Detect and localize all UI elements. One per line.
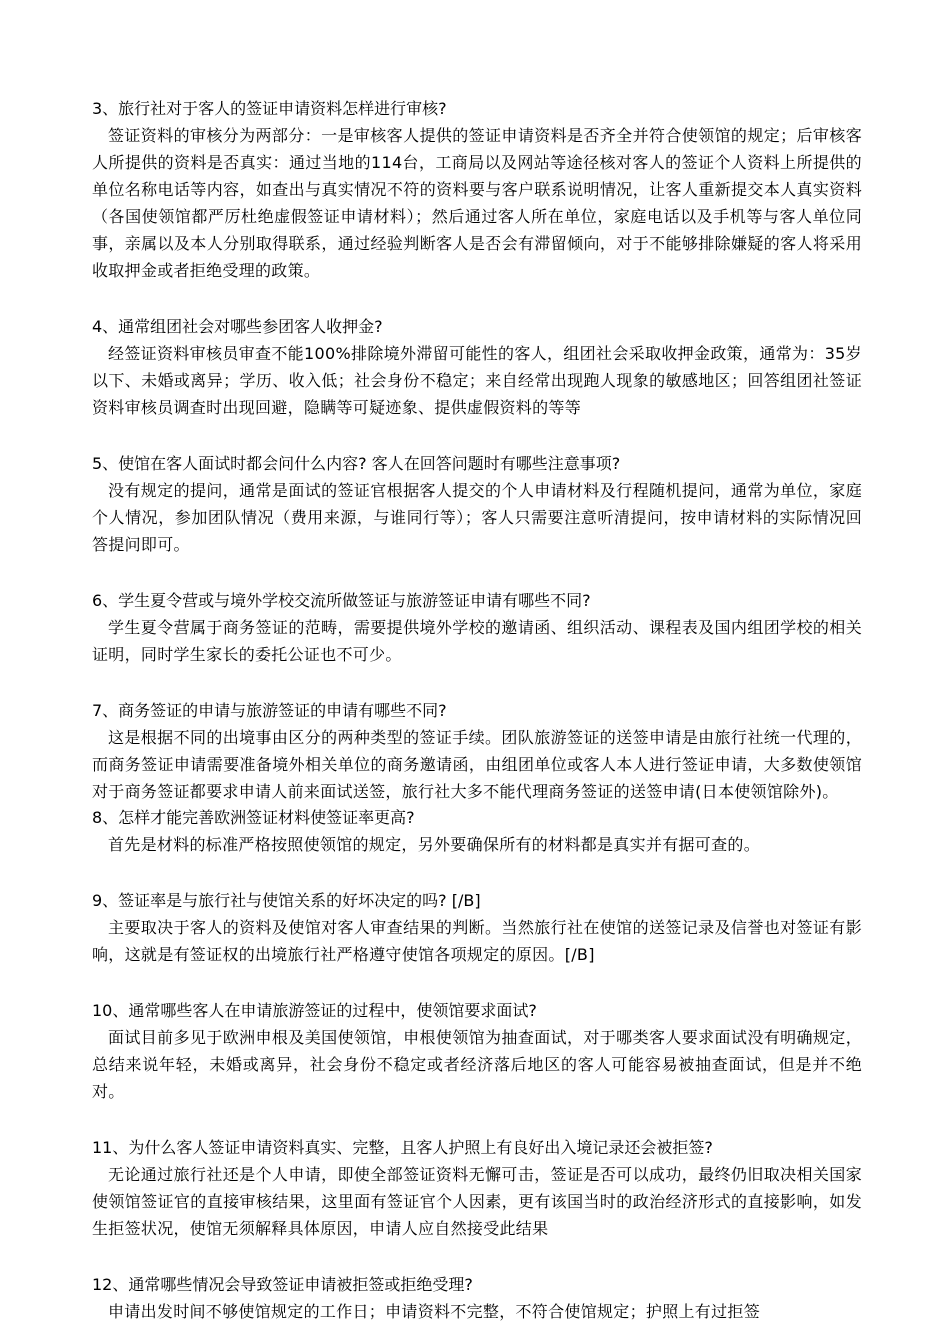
question-11: 11、为什么客人签证申请资料真实、完整，且客人护照上有良好出入境记录还会被拒签? — [92, 1138, 713, 1157]
spacer — [92, 668, 862, 698]
question-10: 10、通常哪些客人在申请旅游签证的过程中，使领馆要求面试? — [92, 1001, 537, 1020]
qa-item-8 — [92, 805, 862, 858]
question-9: 9、签证率是与旅行社与使馆关系的好坏决定的吗? [/B] — [92, 891, 481, 910]
qa-item-7 — [92, 698, 862, 805]
spacer — [92, 284, 862, 314]
qa-item-11 — [92, 1135, 862, 1242]
qa-item-3 — [92, 96, 862, 284]
answer-8: 首先是材料的标准严格按照使领馆的规定，另外要确保所有的材料都是真实并有据可查的。 — [108, 835, 761, 854]
answer-11: 无论通过旅行社还是个人申请，即使全部签证资料无懈可击，签证是否可以成功，最终仍旧取决相关国家使领馆签证官的直接审核结果，这里面有签证官个人因素，更有该国当时的政治经济形式的直接影响，如发生拒签状况，使馆无须解释具体原因，申请人应自然接受此结果 — [92, 1165, 862, 1238]
qa-item-10 — [92, 998, 862, 1105]
spacer — [92, 1105, 862, 1135]
question-6: 6、学生夏令营或与境外学校交流所做签证与旅游签证申请有哪些不同? — [92, 591, 591, 610]
spacer — [92, 421, 862, 451]
document-page — [92, 96, 862, 1325]
qa-item-9 — [92, 888, 862, 968]
answer-4: 经签证资料审核员审查不能100%排除境外滞留可能性的客人，组团社会采取收押金政策，通常为：35岁以下、未婚或离异；学历、收入低；社会身份不稳定；来自经常出现跑人现象的敏感地区；回答组团社签证资料审核员调查时出现回避，隐瞒等可疑迹象、提供虚假资料的等等 — [92, 344, 862, 417]
answer-10: 面试目前多见于欧洲申根及美国使领馆，申根使领馆为抽查面试，对于哪类客人要求面试没有明确规定，总结来说年轻，未婚或离异，社会身份不稳定或者经济落后地区的客人可能容易被抽查面试，但是并不绝对。 — [92, 1028, 862, 1101]
question-8: 8、怎样才能完善欧洲签证材料使签证率更高? — [92, 808, 415, 827]
question-7: 7、商务签证的申请与旅游签证的申请有哪些不同? — [92, 701, 447, 720]
question-4: 4、通常组团社会对哪些参团客人收押金? — [92, 317, 383, 336]
answer-12: 申请出发时间不够使馆规定的工作日；申请资料不完整，不符合使馆规定；护照上有过拒签 — [108, 1302, 761, 1321]
spacer — [92, 1242, 862, 1272]
answer-7: 这是根据不同的出境事由区分的两种类型的签证手续。团队旅游签证的送签申请是由旅行社统一代理的，而商务签证申请需要准备境外相关单位的商务邀请函，由组团单位或客人本人进行签证申请，大多数使领馆对于商务签证都要求申请人前来面试送签，旅行社大多不能代理商务签证的送签申请(日本使领馆除外)。 — [92, 728, 862, 801]
qa-item-12 — [92, 1272, 862, 1325]
spacer — [92, 558, 862, 588]
question-12: 12、通常哪些情况会导致签证申请被拒签或拒绝受理? — [92, 1275, 473, 1294]
answer-9: 主要取决于客人的资料及使馆对客人审查结果的判断。当然旅行社在使馆的送签记录及信誉也对签证有影响，这就是有签证权的出境旅行社严格遵守使馆各项规定的原因。[/B] — [92, 918, 862, 964]
answer-6: 学生夏令营属于商务签证的范畴，需要提供境外学校的邀请函、组织活动、课程表及国内组团学校的相关证明，同时学生家长的委托公证也不可少。 — [92, 618, 862, 664]
answer-5: 没有规定的提问，通常是面试的签证官根据客人提交的个人申请材料及行程随机提问，通常为单位，家庭个人情况，参加团队情况（费用来源，与谁同行等）；客人只需要注意听清提问，按申请材料的实际情况回答提问即可。 — [92, 481, 862, 554]
answer-3: 签证资料的审核分为两部分：一是审核客人提供的签证申请资料是否齐全并符合使领馆的规定；后审核客人所提供的资料是否真实：通过当地的114台，工商局以及网站等途径核对客人的签证个人资料上所提供的单位名称电话等内容，如查出与真实情况不符的资料要与客户联系说明情况，让客人重新提交本人真实资料（各国使领馆都严厉杜绝虚假签证申请材料）；然后通过客人所在单位，家庭电话以及手机等与客人单位同事，亲属以及本人分别取得联系，通过经验判断客人是否会有滞留倾向，对于不能够排除嫌疑的客人将采用收取押金或者拒绝受理的政策。 — [92, 126, 862, 280]
qa-item-4 — [92, 314, 862, 421]
qa-item-6 — [92, 588, 862, 668]
question-3: 3、旅行社对于客人的签证申请资料怎样进行审核? — [92, 99, 447, 118]
spacer — [92, 858, 862, 888]
qa-item-5 — [92, 451, 862, 558]
spacer — [92, 968, 862, 998]
question-5: 5、使馆在客人面试时都会问什么内容? 客人在回答问题时有哪些注意事项? — [92, 454, 621, 473]
